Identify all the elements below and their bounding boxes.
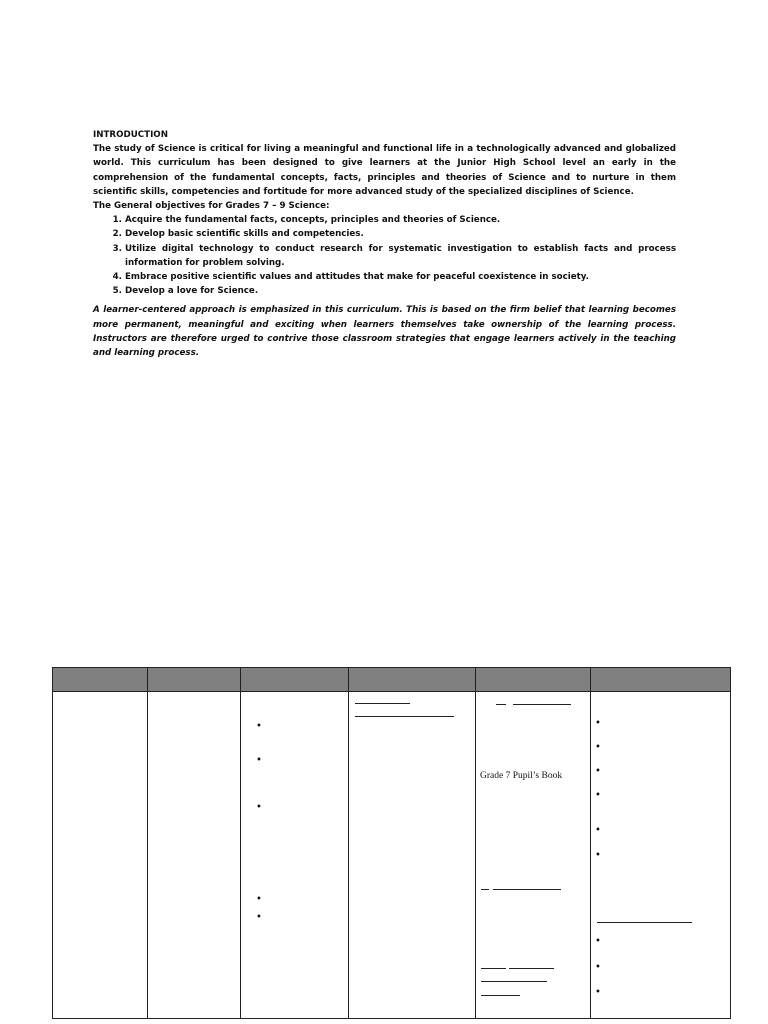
objective-item: 5. Develop a love for Science. (125, 284, 676, 298)
bullet-icon: • (595, 936, 601, 947)
bullet-icon: • (595, 850, 601, 861)
objective-item: 4. Embrace positive scientific values and attitudes that make for peaceful coexistence in society. (125, 270, 676, 284)
curriculum-table (52, 667, 731, 1019)
table-body-row (52, 692, 731, 1019)
blank-line (496, 704, 506, 705)
introduction-paragraph: The study of Science is critical for living a meaningful and functional life in a technologically advanced and globalized world. This curriculum has been designed to give learners at the Junior High School level an early in the comprehension of the fundamental concepts, facts, principles and theories of Science and to nurture in them scientific skills, competencies and fortitude for more advanced study of the specialized disciplines of Science. (93, 144, 676, 197)
bullet-icon: • (595, 825, 601, 836)
blank-line (597, 922, 692, 923)
bullet-icon: • (256, 721, 262, 732)
blank-line (493, 889, 561, 890)
blank-line (481, 889, 489, 890)
column-divider (240, 667, 241, 1019)
blank-line (481, 968, 506, 969)
bullet-icon: • (595, 962, 601, 973)
blank-line (509, 968, 554, 969)
objective-item: 3. Utilize digital technology to conduct research for systematic investigation to establish facts and process information for problem solving. (125, 242, 676, 270)
bullet-icon: • (256, 894, 262, 905)
resource-text: Grade 7 Pupil’s Book (480, 771, 563, 781)
objectives-lead: The General objectives for Grades 7 – 9 Science: (93, 201, 330, 212)
introduction-heading: INTRODUCTION (93, 130, 168, 140)
bullet-icon: • (595, 742, 601, 753)
bullet-icon: • (595, 790, 601, 801)
table-header-row (52, 667, 731, 692)
objectives-list (93, 213, 676, 298)
bullet-icon: • (595, 718, 601, 729)
column-divider (590, 667, 591, 1019)
bullet-icon: • (256, 802, 262, 813)
closing-paragraph: A learner-centered approach is emphasized in this curriculum. This is based on the firm belief that learning becomes more permanent, meaningful and exciting when learners themselves take ownership of the learning process. Instructors are therefore urged to contrive those classroom strategies that engage learners actively in the teaching and learning process. (93, 305, 676, 359)
bullet-icon: • (256, 912, 262, 923)
objective-item: 1. Acquire the fundamental facts, concepts, principles and theories of Science. (125, 213, 676, 227)
blank-line (355, 703, 410, 704)
blank-line (481, 981, 547, 982)
bullet-icon: • (595, 766, 601, 777)
blank-line (513, 704, 571, 705)
column-divider (147, 667, 148, 1019)
objective-item: 2. Develop basic scientific skills and competencies. (125, 227, 676, 241)
bullet-icon: • (256, 755, 262, 766)
introduction-section (93, 128, 676, 360)
column-divider (475, 667, 476, 1019)
bullet-icon: • (595, 987, 601, 998)
blank-line (355, 716, 454, 717)
column-divider (348, 667, 349, 1019)
blank-line (481, 995, 520, 996)
